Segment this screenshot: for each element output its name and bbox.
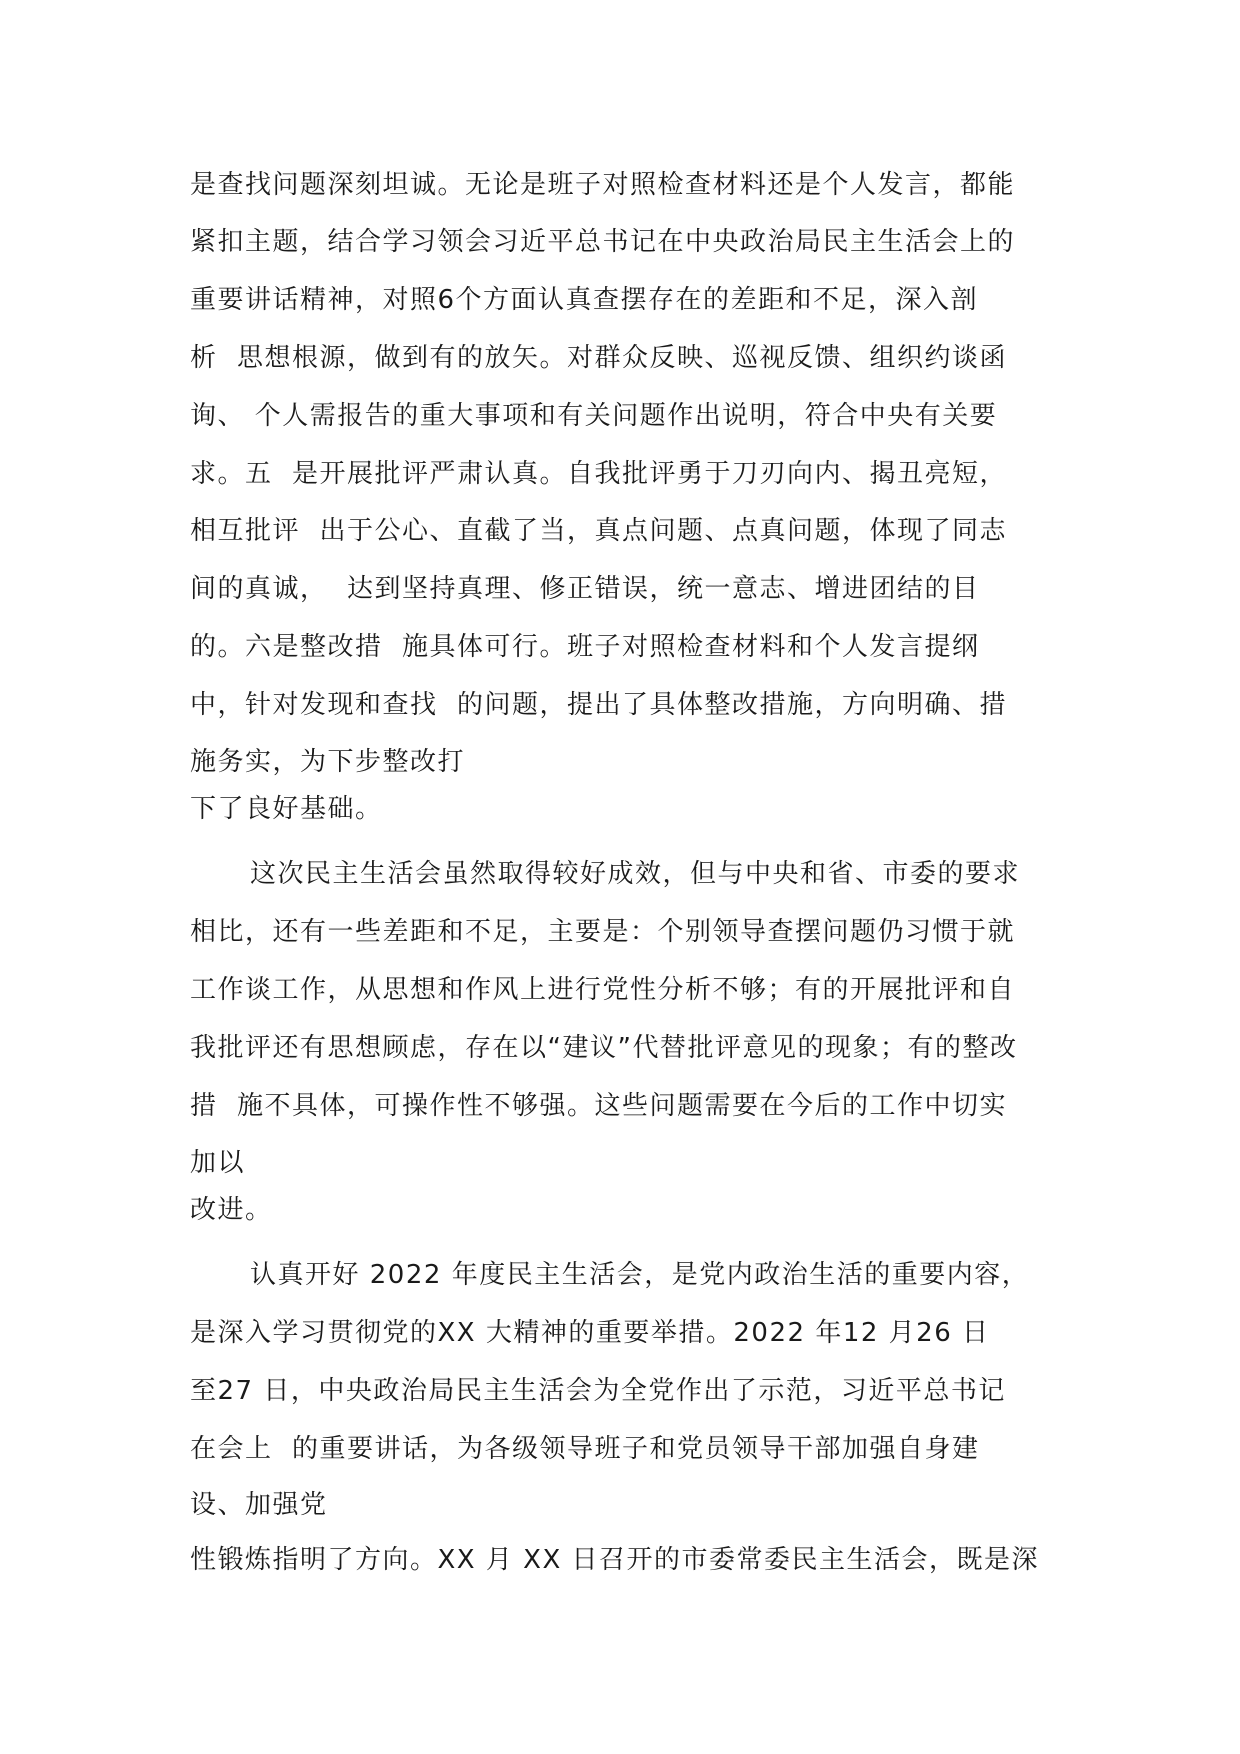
text-line: 询、 个人需报告的重大事项和有关问题作出说明，符合中央有关要 — [190, 401, 998, 431]
text-line: 重要讲话精神，对照6个方面认真查摆存在的差距和不足，深入剖 — [190, 285, 979, 315]
text-line: 性锻炼指明了方向。XX 月 XX 日召开的市委常委民主生活会，既是深 — [190, 1545, 1040, 1575]
text-line: 我批评还有思想顾虑，存在以“建议”代替批评意见的现象；有的整改 — [190, 1033, 1018, 1063]
text-line: 下了良好基础。 — [190, 794, 383, 824]
text-line: 析 思想根源，做到有的放矢。对群众反映、巡视反馈、组织约谈函 — [190, 343, 1008, 373]
paragraph-first-line: 这次民主生活会虽然取得较好成效，但与中央和省、市委的要求 — [250, 859, 1021, 889]
text-line: 中，针对发现和查找 的问题，提出了具体整改措施，方向明确、措 — [190, 690, 1008, 720]
text-line: 紧扣主题，结合学习领会习近平总书记在中央政治局民主生活会上的 — [190, 227, 1016, 257]
text-line: 加以 — [190, 1148, 246, 1178]
text-line: 间的真诚， 达到坚持真理、修正错误，统一意志、增进团结的目 — [190, 574, 980, 604]
text-line: 施务实，为下步整改打 — [190, 747, 466, 777]
text-line: 工作谈工作，从思想和作风上进行党性分析不够；有的开展批评和自 — [190, 975, 1016, 1005]
text-line: 是查找问题深刻坦诚。无论是班子对照检查材料还是个人发言，都能 — [190, 170, 1016, 200]
text-line: 的。六是整改措 施具体可行。班子对照检查材料和个人发言提纲 — [190, 632, 980, 662]
text-line: 改进。 — [190, 1195, 273, 1225]
text-line: 至27 日，中央政治局民主生活会为全党作出了示范，习近平总书记 — [190, 1376, 1006, 1406]
text-line: 措 施不具体，可操作性不够强。这些问题需要在今后的工作中切实 — [190, 1091, 1008, 1121]
text-line: 设、加强党 — [190, 1490, 328, 1520]
paragraph-first-line: 认真开好 2022 年度民主生活会，是党内政治生活的重要内容， — [250, 1260, 1030, 1290]
text-line: 求。五 是开展批评严肃认真。自我批评勇于刀刃向内、揭丑亮短， — [190, 459, 1008, 489]
text-line: 在会上 的重要讲话，为各级领导班子和党员领导干部加强自身建 — [190, 1434, 980, 1464]
text-line: 相比，还有一些差距和不足，主要是：个别领导查摆问题仍习惯于就 — [190, 917, 1016, 947]
text-line: 是深入学习贯彻党的XX 大精神的重要举措。2022 年12 月26 日 — [190, 1318, 990, 1348]
text-line: 相互批评 出于公心、直截了当，真点问题、点真问题，体现了同志 — [190, 516, 1008, 546]
